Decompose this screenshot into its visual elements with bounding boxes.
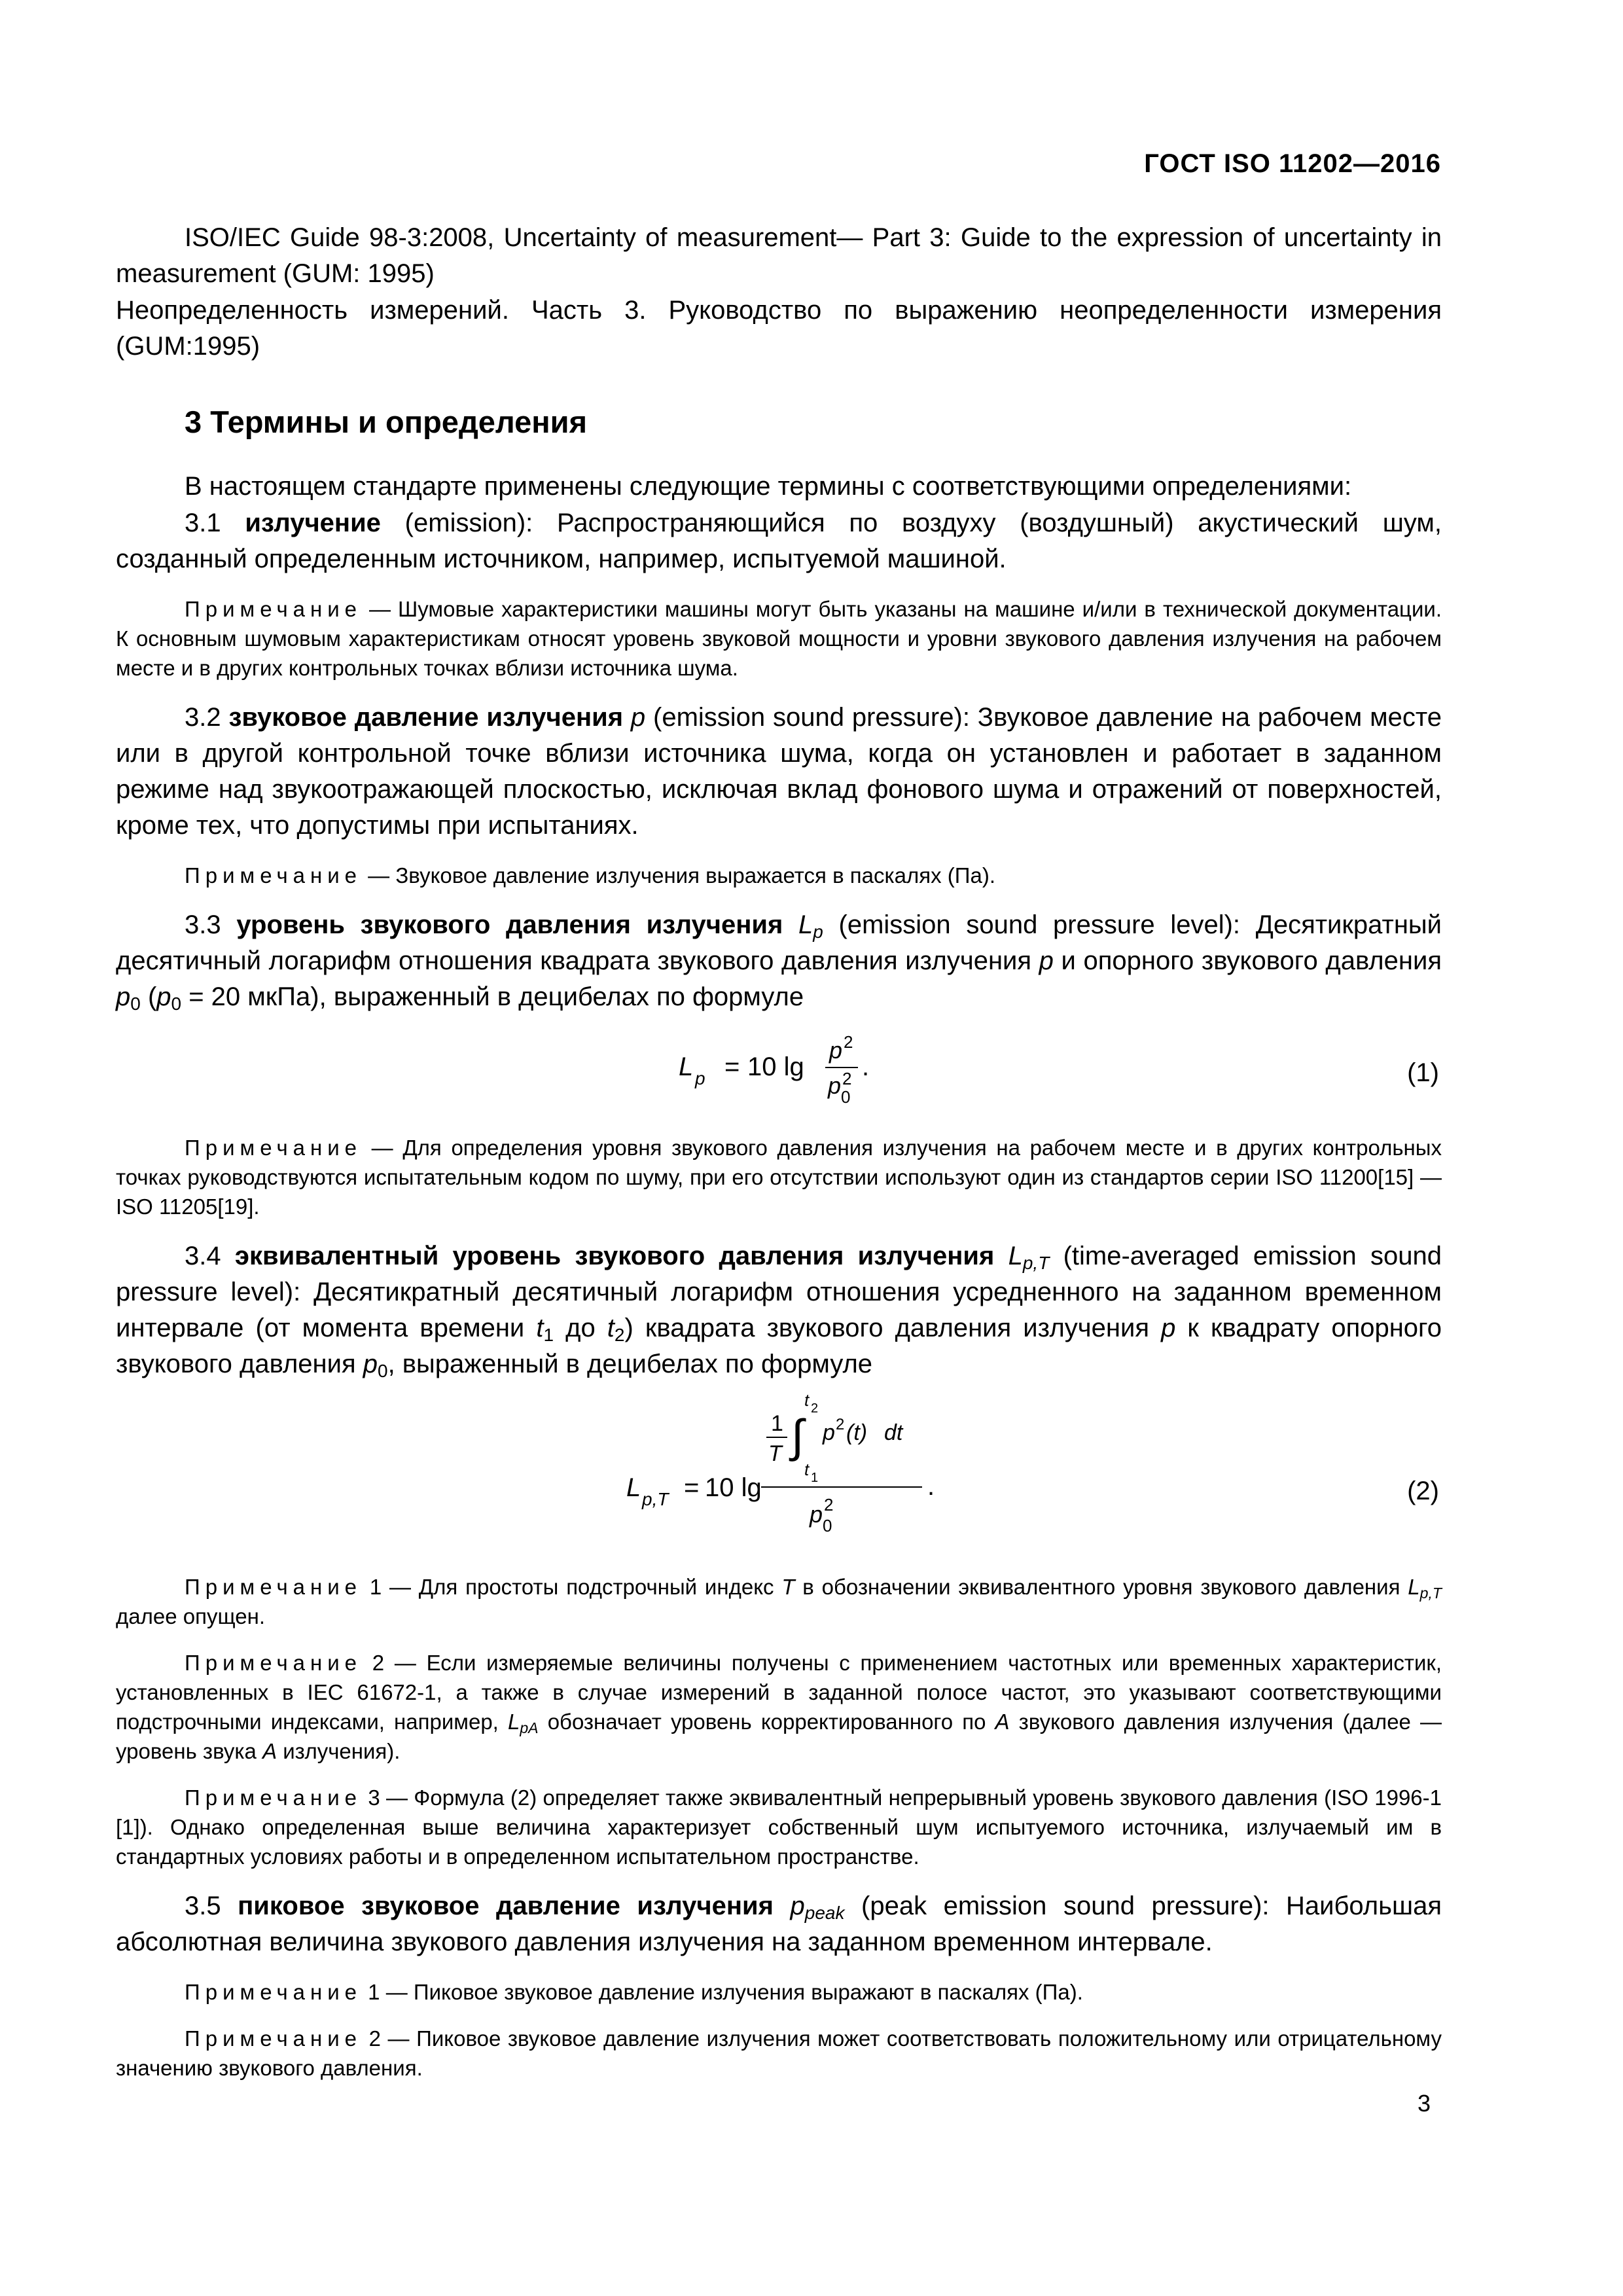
formula-subscript-p: p bbox=[695, 1068, 705, 1088]
note-3-4-2 bbox=[116, 1648, 1442, 1766]
formula-integrand-t: (t) bbox=[846, 1420, 868, 1445]
formula-integrand-p: p bbox=[823, 1420, 835, 1445]
formula-equals: = bbox=[684, 1473, 700, 1502]
symbol-p: p bbox=[790, 1892, 805, 1920]
note-text-c: далее опущен. bbox=[116, 1604, 265, 1628]
note-text: — Звуковое давление излучения выражается в паскалях (Па). bbox=[362, 863, 996, 888]
formula-subscript-pT: p,T bbox=[642, 1489, 669, 1509]
section-title: 3 Термины и определения bbox=[185, 404, 587, 439]
note-number: 3 bbox=[362, 1785, 380, 1810]
note-3-5-2 bbox=[116, 2024, 1442, 2083]
note-3-2 bbox=[116, 861, 1442, 890]
symbol-A: A bbox=[262, 1739, 277, 1763]
formula-upper-limit-sub: 2 bbox=[811, 1401, 819, 1416]
term-definition-e: , выраженный в децибелах по формуле bbox=[387, 1350, 873, 1378]
note-label: Примечание bbox=[185, 1575, 363, 1599]
formula-ten-lg: 10 lg bbox=[705, 1473, 762, 1502]
term-name: пиковое звуковое давление излучения bbox=[238, 1892, 774, 1920]
formula-numerator-p: p bbox=[829, 1037, 843, 1064]
subscript-1: 1 bbox=[543, 1325, 554, 1345]
note-3-1 bbox=[116, 594, 1442, 683]
term-3-5 bbox=[116, 1888, 1442, 1960]
term-3-3 bbox=[116, 907, 1442, 1015]
note-text-c: звукового давления излучения (далее — уровень звука bbox=[116, 1710, 1442, 1763]
subscript-peak: peak bbox=[804, 1903, 845, 1923]
term-definition: (peak emission sound pressure): Наибольшая абсолютная величина звукового давления излучения на заданном временном интервале. bbox=[116, 1892, 1442, 1956]
term-number: 3.4 bbox=[185, 1242, 221, 1270]
term-symbol: p bbox=[630, 703, 646, 732]
note-label: Примечание bbox=[185, 1136, 363, 1160]
formula-dot: . bbox=[927, 1472, 935, 1501]
formula-upper-limit-t: t bbox=[804, 1391, 810, 1410]
formula-integrand-sup: 2 bbox=[836, 1416, 845, 1433]
symbol-p0: p bbox=[116, 982, 131, 1011]
term-definition-b: до bbox=[554, 1314, 607, 1342]
term-definition: (emission sound pressure): Звуковое давление на рабочем месте или в другой контрольной точке вблизи источника шума, когда он установлен и работает в заданном режиме над звукоотражающей плоскостью, исключая вклад фонового шума и отражений от поверхностей, кроме тех, что допустимы при испытаниях. bbox=[116, 703, 1442, 840]
page-content bbox=[116, 220, 1442, 2083]
note-3-4-1 bbox=[116, 1572, 1442, 1631]
formula-denominator-sub: 0 bbox=[841, 1087, 851, 1107]
term-definition-b: и опорного звукового давления bbox=[1053, 946, 1442, 975]
term-number: 3.5 bbox=[185, 1892, 221, 1920]
note-text: — Для определения уровня звукового давления излучения на рабочем месте и в других контрольных точках руководствуются испытательным кодом по шуму, при его отсутствии используют один из стандартов серии ISO 11200[15] — ISO 11205[19]. bbox=[116, 1136, 1442, 1219]
term-name: звуковое давление излучения bbox=[228, 703, 624, 732]
reference-russian: Неопределенность измерений. Часть 3. Руководство по выражению неопределенности измерения (GUM:1995) bbox=[116, 296, 1442, 361]
symbol-L: L bbox=[1008, 1242, 1023, 1270]
note-text: — Формула (2) определяет также эквивалентный непрерывный уровень звукового давления (ISO 1996-1 [1]). Однако определенная выше величина характеризует собственный шум испытуемого источника, излучаемый им в стандартных условиях работы и в определенном испытательном пространстве. bbox=[116, 1785, 1442, 1869]
formula-numerator-sup: 2 bbox=[844, 1032, 853, 1052]
term-definition: (emission): Распространяющийся по воздуху (воздушный) акустический шум, созданный определенным источником, например, испытуемой машиной. bbox=[116, 509, 1442, 573]
formula-one: 1 bbox=[771, 1411, 783, 1436]
subscript-pT: p,T bbox=[1022, 1253, 1050, 1273]
note-text: — Пиковое звуковое давление излучения может соответствовать положительному или отрицательному значению звукового давления. bbox=[116, 2026, 1442, 2080]
document-code: ГОСТ ISO 11202—2016 bbox=[1144, 149, 1441, 178]
formula-symbol-L: L bbox=[679, 1052, 694, 1081]
symbol-L: L bbox=[798, 910, 813, 939]
term-definition-a: (time-averaged emission sound pressure level): Десятикратный десятичный логарифм отношения усредненного на заданном временном интервале (от момента времени bbox=[116, 1242, 1442, 1342]
term-number: 3.2 bbox=[185, 703, 221, 732]
equation-number-2: (2) bbox=[1407, 1477, 1439, 1505]
note-number: 1 bbox=[362, 1575, 382, 1599]
subscript-2: 2 bbox=[614, 1325, 625, 1345]
symbol-p0: p bbox=[156, 982, 171, 1011]
term-number: 3.1 bbox=[185, 509, 221, 537]
note-text: — Пиковое звуковое давление излучения выражают в паскалях (Па). bbox=[380, 1980, 1083, 2004]
subscript-0: 0 bbox=[377, 1361, 388, 1381]
formula-lower-limit-sub: 1 bbox=[811, 1471, 819, 1485]
subscript-pT: p,T bbox=[1419, 1584, 1442, 1602]
note-text: — Шумовые характеристики машины могут быть указаны на машине и/или в технической документации. К основным шумовым характеристикам относят уровень звуковой мощности и уровни звукового давления излучения на рабочем месте и в других контрольных точках вблизи источника шума. bbox=[116, 597, 1442, 680]
note-text-a: — Для простоты подстрочный индекс bbox=[382, 1575, 782, 1599]
page-number: 3 bbox=[1417, 2090, 1431, 2117]
note-label: Примечание bbox=[185, 863, 363, 888]
symbol-t1: t bbox=[536, 1314, 544, 1342]
term-definition-d: к квадрату опорного звукового давления bbox=[116, 1314, 1442, 1378]
formula-denominator-p: p bbox=[810, 1501, 823, 1528]
note-3-4-3 bbox=[116, 1783, 1442, 1871]
formula-T: T bbox=[768, 1441, 782, 1466]
note-label: Примечание bbox=[185, 2026, 363, 2051]
formula-denominator-p: p bbox=[828, 1072, 842, 1099]
formula-denominator-sup: 2 bbox=[842, 1069, 852, 1088]
term-definition-a: (emission sound pressure level): Десятикратный десятичный логарифм отношения квадрата звукового давления излучения bbox=[116, 910, 1442, 975]
term-name: уровень звукового давления излучения bbox=[236, 910, 783, 939]
symbol-T: T bbox=[781, 1575, 795, 1599]
formula-2 bbox=[116, 1391, 1442, 1555]
term-3-2 bbox=[116, 700, 1442, 844]
formula-dot: . bbox=[862, 1052, 870, 1081]
reference-english: ISO/IEC Guide 98-3:2008, Uncertainty of measurement— Part 3: Guide to the expression of uncertainty in measurement (GUM: 1995) bbox=[116, 223, 1442, 288]
term-definition-c: ) квадрата звукового давления излучения bbox=[624, 1314, 1162, 1342]
symbol-L: L bbox=[1408, 1575, 1420, 1599]
formula-1 bbox=[116, 1024, 1442, 1116]
term-number: 3.3 bbox=[185, 910, 221, 939]
subscript-pA: pA bbox=[520, 1719, 539, 1736]
formula-2-svg bbox=[116, 1391, 1442, 1555]
term-name: эквивалентный уровень звукового давления излучения bbox=[234, 1242, 995, 1270]
symbol-t2: t bbox=[607, 1314, 615, 1342]
note-text-d: излучения). bbox=[277, 1739, 401, 1763]
formula-integral-sign: ∫ bbox=[791, 1410, 804, 1462]
symbol-A: A bbox=[995, 1710, 1010, 1734]
note-3-5-1 bbox=[116, 1977, 1442, 2007]
formula-denominator-sup: 2 bbox=[824, 1495, 834, 1515]
formula-denominator-sub: 0 bbox=[823, 1516, 832, 1535]
term-definition-c: = 20 мкПа), выраженный в децибелах по формуле bbox=[181, 982, 804, 1011]
equation-number-1: (1) bbox=[1407, 1058, 1439, 1087]
note-text-b: обозначает уровень корректированного по bbox=[538, 1710, 995, 1734]
symbol-p: p bbox=[1039, 946, 1054, 975]
term-3-1 bbox=[116, 505, 1442, 577]
subscript-0: 0 bbox=[130, 994, 141, 1014]
formula-equals: = bbox=[724, 1052, 740, 1081]
note-text-b: в обозначении эквивалентного уровня звукового давления bbox=[794, 1575, 1408, 1599]
term-name: излучение bbox=[245, 509, 381, 537]
symbol-p0: p bbox=[363, 1350, 378, 1378]
formula-ten-lg: 10 lg bbox=[747, 1052, 804, 1081]
open-paren: ( bbox=[140, 982, 157, 1011]
subscript-0: 0 bbox=[171, 994, 182, 1014]
term-3-4 bbox=[116, 1238, 1442, 1382]
formula-lower-limit-t: t bbox=[804, 1460, 810, 1479]
note-number: 1 bbox=[362, 1980, 380, 2004]
subscript-p: p bbox=[813, 922, 823, 942]
note-label: Примечание bbox=[185, 1785, 363, 1810]
note-label: Примечание bbox=[185, 597, 363, 621]
note-number: 2 bbox=[362, 1651, 385, 1675]
section-lead: В настоящем стандарте применены следующие термины с соответствующими определениями: bbox=[185, 472, 1352, 501]
formula-symbol-L: L bbox=[626, 1473, 641, 1502]
symbol-p: p bbox=[1161, 1314, 1176, 1342]
note-3-3 bbox=[116, 1133, 1442, 1221]
note-text-a: — Если измеряемые величины получены с применением частотных или временных характеристик, установленных в IEC 61672-1, а также в случае измерений в заданной полосе частот, это указывают соответствующими подстрочными индексами, например, bbox=[116, 1651, 1442, 1734]
note-label: Примечание bbox=[185, 1980, 363, 2004]
formula-integrand-dt: dt bbox=[884, 1420, 903, 1445]
note-number: 2 bbox=[362, 2026, 381, 2051]
note-label: Примечание bbox=[185, 1651, 363, 1675]
symbol-L: L bbox=[507, 1710, 520, 1734]
formula-1-svg bbox=[116, 1024, 1442, 1116]
